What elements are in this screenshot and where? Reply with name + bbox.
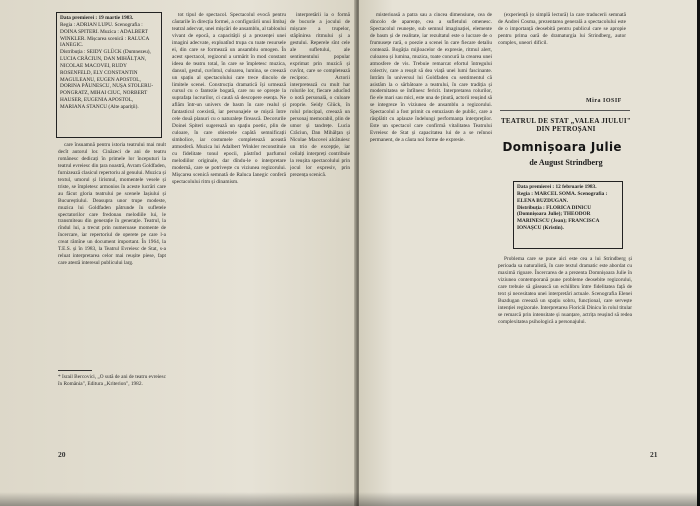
cast-credits: Distribuția : FLORICA DINICU (Domnișoara Julie); THEODOR MARINESCU (Jean); FRANCISCA IONAȘCU (Kristin).: [517, 204, 600, 232]
footnote-text: * Israil Bercovici, „O sută de ani de teatru evreiesc în România", Editura „Kriterion", 1982.: [58, 374, 166, 387]
premiere-date: Data premierei : 12 februarie 1983.: [517, 184, 597, 190]
paragraph: care însuamnă pentru istoria teatrului mai mult decît autorul lor. Cinăzeci de ani de teatru românesc dedicați în primele lor începuturi la teatrul evreiesc din țara noastră, Avram Goldfaden, furnizează clasicul repertoriu al genului. Muzica și textul, umorul și lirismul, momentele vesele și triste, se împletesc armonios în aceste lucrări care au făcut gloria teatrului pe scenele Iașiului și Bucureștiului. Deasupra unor trupe modeste, muzica lui Goldfaden pătrunde în sufletele spectatorilor care fredonau melodiile lui, le transmiteau din generație în generație. Teatrul, la rîndul lui, a trecut prin numeroase momente de încercare, iar repertoriul de operete pe care l-a creat rămîne un document important. În 1964, la T.E.S. și în 1983, la Teatrul Evreiesc de Stat, s-a reluat interpretarea celor mai reușite piese, fapt care atestă interesul publicului larg.: [58, 142, 166, 267]
play-title: Domnișoara Julie: [502, 140, 622, 155]
play-author: de August Strindberg: [529, 158, 603, 167]
director-credits: Regia : ADRIAN LUPU. Scenografia : DOINA SPITERI. Muzica : ADALBERT WINKLER. Mișcarea scenică : RALUCA IANEGIC.: [60, 21, 149, 49]
article-column-3: [290, 12, 350, 456]
article-column-right-1: [370, 12, 492, 456]
credit-box-right: [513, 181, 623, 249]
article-column-right-2: [498, 256, 632, 456]
credit-box-left: [56, 12, 162, 138]
premiere-date: Data premierei : 19 martie 1983.: [60, 15, 134, 21]
footnote-rule: [58, 370, 92, 371]
paragraph: misterioasă a patra sau a cincea dimensiune, cea de dincolo de aparențe, cea a sufletului omenesc. Spectacolul reunește, sub semnul imaginației, elemente de basm și de realitate, iar rezultatul este o lucrare de o frumusețe rară, o poezie a scenei în care fiecare detaliu contează. Bogăția mijloacelor de expresie, ritmul alert, culoarea și lumina, muzica, toate concură la crearea unei atmosfere de vis. Trebuie remarcat efortul întregului colectiv, care a reușit să dea viață unei lumi fascinante. Intrăm în universul lui Goldfaden cu sentimentul că asistăm la o sărbătoare a teatrului, în care tradiția și modernitatea se întîlnesc fericit. Interpretarea rolurilor, fie ele mari sau mici, este una de ținută, actorii reușind să se integreze în viziunea de ansamblu a regizorului. Spectacolul a fost primit cu entuziasm de public, care a răsplătit cu aplauze îndelungi performanța interpreților. Este un spectacol care confirmă vitalitatea Teatrului Evreiesc de Stat și capacitatea lui de a se reînnoi permanent, de a căuta noi forme de expresie.: [370, 12, 492, 144]
paragraph: interpretării ia o formă de bucurie a jocului de mișcare a trupelor, stăpînirea ritmului și a gestului. Reperele sînt cele ale sufletului, ale sentimentului popular exprimat prin muzică și cuvînt, care se completează reciproc. Actorii interpretează cu mult har rolurile lor, fiecare aducînd o notă personală, o culoare proprie. Seidy Glück, în rolul principal, creează un personaj memorabil, plin de umor și tandrețe. Lucia Crăciun, Dan Mihălțan și Nicolae Macovei alcătuiesc un trio de excepție, iar ceilalți interpreți contribuie la reușita spectacolului prin jocul lor expresiv, prin prezența scenică.: [290, 12, 350, 178]
director-credits: Regia : MARCEL SOMA. Scenografia : ELENA BUZDUGAN.: [517, 190, 608, 204]
paragraph: tot tipul de spectacol. Spectacolul evocă pentru căutarile în direcția formei, a configurării unui limbaj teatral adecvat, unei mișcări de ansamblu, al tabloului vivant de epocă, a capacității și a prezenței unei imagini adecvate, exploatînd trupa cu toate resursele ei, din care se formează un ansamblu omogen. În acest spectacol, regizorul a urmărit în mod constant ideea de teatru total, în care se împletesc muzica, dansul, gestul, cuvîntul, culoarea, lumina, se creează un spațiu al spectacolului care trece dincolo de limitele scenei. Construcția dramatică își urmează cursul cu o fantezie bogată, care nu se oprește la suprafața lucrurilor, ci caută să descopere esența. Ne aflăm într-un univers de basm în care realul și fantasticul coexistă, iar personajele se mișcă între cele două planuri cu o naturalețe firească. Decorurile Doinei Spiteri sugerează un spațiu poetic, plin de culoare, în care obiectele capătă semnificații simbolice, iar costumele completează această atmosferă. Muzica lui Adalbert Winkler reconstituie cu fidelitate tonul epocii, păstrînd parfumul melodiilor originale, dar dîndu-le o interpretare modernă, care se potrivește cu viziunea regizorului. Mișcarea scenică semnată de Raluca Ianegic conferă spectacolului ritm și dinamism.: [172, 12, 286, 185]
page-number-left: 20: [58, 450, 66, 459]
section-divider: [500, 110, 630, 111]
paragraph: Problema care se pune aici este cea a lui Strindberg și perioada sa naturalistă, în care textul dramatic este abordat cu maximă rigoare. Încercarea de a prezenta Domnișoara Julie în viziunea contemporană pune probleme deosebite regizorului, care trebuie să găsească un echilibru între fidelitatea față de text și necesitatea unei interpretări actuale. Scenografia Elenei Buzdugan creează un spațiu sobru, funcțional, care servește intenției regizorale. Interpretarea Floricăi Dinicu în rolul titular se remarcă prin intensitate și nuanțare, actrița reușind să redea complexitatea psihologică a personajului.: [498, 256, 632, 325]
theatre-heading: TEATRUL DE STAT „VALEA JIULUI" DIN PETROȘANI: [500, 117, 632, 134]
cast-credits: Distribuția : SEIDY GLÜCK (Dumnezeu), LUCIA CRĂCIUN, DAN MIHĂLȚAN, NICOLAE MACOVEI, RUDY ROSENFELD, ELY CONSTANTIN MAGULEANU, EUGEN APOSTOL, DORINA PĂUNESCU, NUȘA STOLERU-PONGRATZ, MIHAI CIUC, NORBERT HAUSER, EUGENIA APOSTOL, MARIANA STANCU (Alte apariții).: [60, 49, 154, 110]
author-signature: Mira IOSIF: [586, 98, 622, 104]
review-ending: [498, 12, 626, 100]
paragraph: (experiență (o simplă lectură) la care traducerii semnată de Andrei Cosma, prezentarea generală a spectacolului este de o importanță deosebită pentru publicul care se apropie pentru prima oară de dramaturgia lui Strindberg, autor complex, uneori dificil.: [498, 12, 626, 46]
article-column-2: [172, 12, 286, 456]
page-number-right: 21: [650, 450, 658, 459]
footnote: [58, 368, 166, 388]
article-column-1: [58, 142, 166, 368]
